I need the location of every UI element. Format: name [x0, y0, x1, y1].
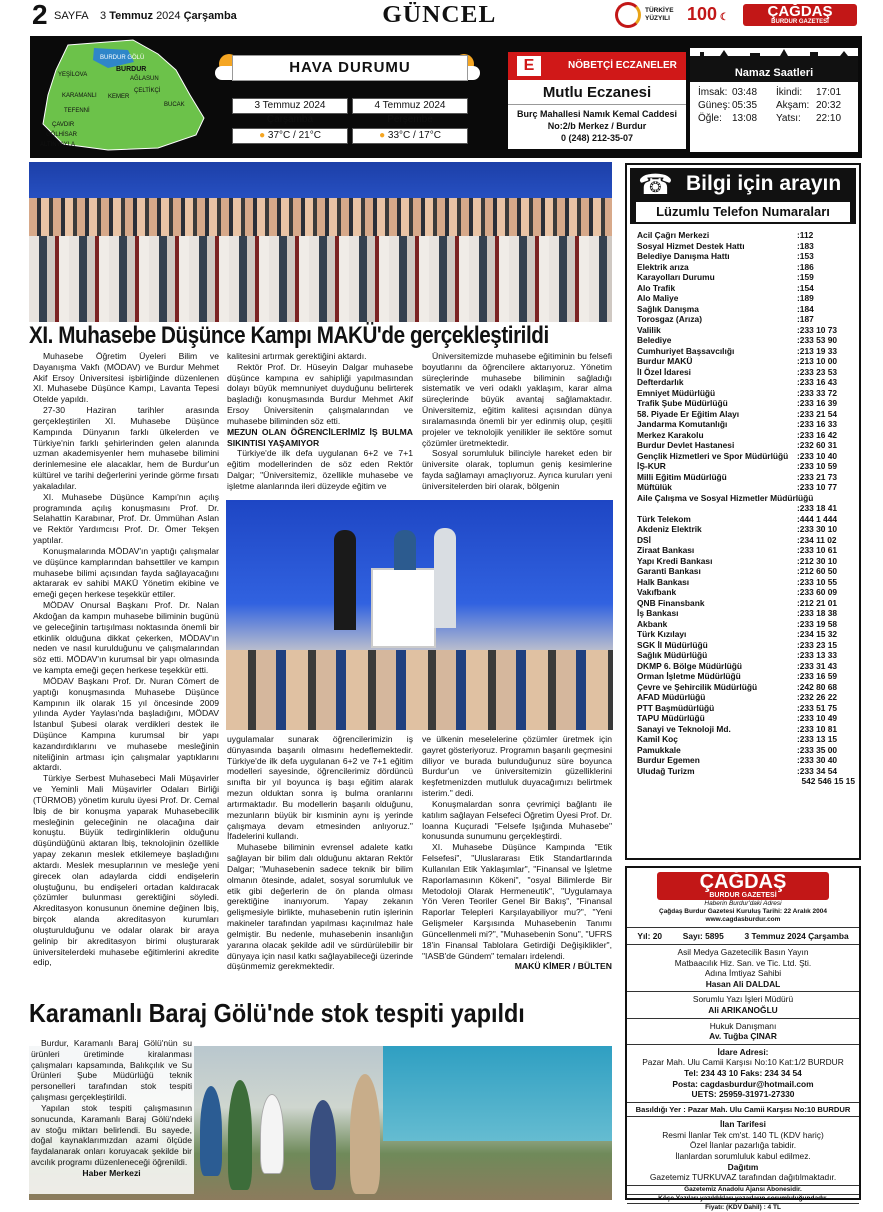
phone-row-name: Elektrik arıza: [637, 261, 689, 272]
phone-row-name: QNB Finansbank: [637, 597, 705, 608]
phone-row-number: :233 60 09: [797, 587, 838, 597]
page-number: 2: [32, 0, 48, 30]
weather-day-1: 3 Temmuz 2024 Çarşamba: [232, 98, 348, 114]
phone-row-name: Vakıfbank: [637, 587, 677, 597]
turkiye-yuzyili-text: TÜRKİYE YÜZYILI: [645, 7, 674, 22]
cagdas-logo: ÇAĞDAŞ BURDUR GAZETESİ: [743, 4, 857, 26]
people-group: [200, 1080, 400, 1200]
article-paragraph: Muhasebe Öğretim Üyeleri Bilim ve Dayanışma Vakfı (MÖDAV) ve Burdur Mehmet Akif Ersoy Üniversitesi işbirliğinde düzenlenen XI. Muhasebe Düşünce Kampı, Lavanta Tepesi Otelde yapıldı.: [33, 351, 219, 405]
phone-row-number: :212 21 01: [797, 597, 838, 608]
article2-byline: Haber Merkezi: [82, 1167, 141, 1178]
phone-row: [637, 713, 855, 724]
phone-row: [637, 440, 855, 451]
phone-row-number: :233 10 49: [797, 713, 838, 723]
phone-row: [637, 598, 855, 609]
phone-row-number: :233 53 90: [797, 335, 838, 345]
phone-row: [637, 230, 855, 241]
phone-row-number: :213 10 00: [797, 356, 838, 366]
article-paragraph: Üniversitemizde muhasebe eğitiminin bu felsefi boyutlarını da öğrencilere aktarıyoruz. Yönetim süreçlerinde muhasebe biliminin sağladığı sistematik ve veri odaklı yaklaşım, karar alma süreçlerinde büyük avantaj sağlamaktadır. Üniversitemiz, eğitim kalitesi açısından dünya sıralamasında önemli bir yer edinmiş olup, çeşitli projeler ve teknolojik yenilikler ile sektöre somut çözümler üretmektedir.: [422, 351, 612, 448]
phone-row-name: Garanti Bankası: [637, 566, 701, 576]
phone-row-name: Trafik Şube Müdürlüğü: [637, 398, 728, 408]
phone-row-number: :233 10 55: [797, 576, 838, 587]
imprint-publisher: Asil Medya Gazetecilik Basın Yayın Matbaacılık Hiz. San. ve Tic. Ltd. Şti. Adına İmtiyaz Sahibi Hasan Ali DALDAL: [627, 944, 859, 991]
phone-row-number: :233 18 41: [797, 503, 838, 513]
map-label: KARAMANLI: [62, 93, 97, 99]
phone-row-number: :233 23 15: [797, 639, 838, 650]
phone-row: [637, 640, 855, 651]
phone-row: [637, 367, 855, 378]
phone-row-name: Acil Çağrı Merkezi: [637, 230, 710, 240]
phone-row: [637, 451, 855, 462]
phone-row-number: :233 34 54: [797, 765, 838, 776]
phone-row-number: :212 30 10: [797, 555, 838, 566]
phone-row: [637, 430, 855, 441]
phone-row: [637, 587, 855, 598]
phone-row: [637, 335, 855, 346]
phone-row-name: Halk Bankası: [637, 576, 690, 587]
phone-row-number: :233 16 43: [797, 377, 838, 387]
article1-byline: MAKÜ KİMER / BÜLTEN: [514, 961, 612, 972]
phone-row: [637, 409, 855, 420]
phone-row: [637, 577, 855, 588]
imprint-legal: Hukuk Danışmanı Av. Tuğba ÇINAR: [627, 1018, 859, 1044]
phone-row-number: :233 23 53: [797, 366, 838, 377]
phone-row-number: :233 13 15: [797, 734, 838, 744]
article-paragraph: Burdur, Karamanlı Baraj Gölü'nün su ürünleri üretiminde kiralanması çalışmaları kapsamında, Balıkçılık ve Su Ürünleri Şube Müdürlüğü teknik personelleri tarafından stok tespiti çalışması gerçekleştirildi.: [31, 1038, 192, 1103]
phone-row-name: Milli Eğitim Müdürlüğü: [637, 471, 727, 482]
phone-row-name: Defterdarlık: [637, 377, 684, 387]
imprint-slogan: Haberin Burdur'daki Adresi: [704, 900, 782, 907]
phone-row-name: Akdeniz Elektrik: [637, 524, 702, 534]
article-paragraph: uygulamalar sunarak öğrencilerimizin iş dünyasında başarılı olmasını hedeflemektedir. Türkiye'de ilk defa uygulanan 6+2 ve 7+1 eğitim modelleri sayesinde, öğrencilerimiz dördüncü sınıfta bir yıl boyunca iş başı eğitim alarak mezun olduktan sonra iş bulma oranlarını artırmaktadır. Bu modellerin başarılı olduğunu, mezunların büyük bir kısminin aynı iş yerinde çalışmaya devam etmesinden anlıyoruz." İfadelerini kullandı.: [227, 734, 413, 842]
phone-row: [637, 314, 855, 325]
imprint-agency: Gazetemiz Anadolu Ajansı Abonesidir.: [627, 1185, 859, 1194]
article-paragraph: MÖDAV Başkanı Prof. Dr. Nuran Cömert de yaptığı konuşmasında Muhasebe Düşünce Kampının ilk olarak 15 yıl öncesinde 2009 yılında Ayder Yaylası'nda başladığını, MÖDAV İstanbul Şubesi olarak verdikleri destek ile Düşünce Kampına kurumsal bir yapı kazandırdıklarını ve muhasebe mesleğinin niteliğinin artması için çalışmalar yaptıklarını aktardı.: [33, 675, 219, 773]
article2-text: [29, 1034, 194, 1194]
article-paragraph: Türkiye Serbest Muhasebeci Mali Müşavirler ve Yeminli Mali Müşavirler Odaları Birliği (TÜRMOB) yönetim kurulu üyesi Prof. Dr. Cemal İbiş de bir konuşma yaparak Muhasebecilik mesleğinin geleceğinin ne olacağına dair konuştu. Büyük tedirginliklerin olduğunu düşündüğünü aktaran İbiş, teknolojinin özellikle yapay zekanın meslek etkilemeye başladığını aktardı. Meslek mesuplarının ve mesleğe yeni girecek olan adaylarda ciddi endişelerin oluştuğunu, bu endişeleri ortadan kaldıracak çözümler bulunması gerektiğini söyledi. Akreditasyon konusunun önemine değinen İbiş, birçok alanda akreditasyon kurumları oluşturulduğunu ve odalar olarak bir araya gelinip bir akreditasyon birimi oluşturarak üniversitelerdeki muhasebe eğitimlerini akredite edip,: [33, 773, 219, 968]
phone-row-number: :444 1 444: [797, 513, 838, 524]
sun-icon: ●: [259, 130, 266, 141]
phone-row-number: :233 10 73: [797, 324, 838, 335]
phone-row: [637, 503, 855, 514]
phone-row: [637, 556, 855, 567]
article2-headline: Karamanlı Baraj Gölü'nde stok tespiti yapıldı: [29, 998, 525, 1028]
phone-row-name: Burdur Egemen: [637, 755, 700, 765]
phone-row-name: Sağlık Danışma: [637, 303, 699, 314]
phone-row-name: Merkez Karakolu: [637, 429, 704, 440]
phone-row: [637, 535, 855, 546]
phone-title: Bilgi için arayın: [686, 172, 842, 195]
phone-row: [637, 472, 855, 483]
header-date: 3 Temmuz 2024 Çarşamba: [100, 10, 237, 22]
phone-row-name: Müftülük: [637, 482, 672, 492]
map-label: ÇAVDIR: [52, 122, 75, 128]
phone-row: [637, 545, 855, 556]
map-label: KEMER: [108, 94, 130, 100]
phone-row: [637, 745, 855, 756]
phone-row: [637, 608, 855, 619]
section-title: GÜNCEL: [382, 2, 497, 28]
phone-row-number: :233 16 39: [797, 398, 838, 408]
map-label: ALTINYAYLA: [40, 142, 76, 148]
phone-row-name: Cumhuriyet Başsavcılığı: [637, 345, 735, 356]
phone-row: [637, 241, 855, 252]
phone-row-name: SGK İl Müdürlüğü: [637, 639, 708, 650]
phone-row: [637, 461, 855, 472]
turkiye-yuzyili-logo: [615, 2, 641, 28]
phone-row-name: PTT Başmüdürlüğü: [637, 702, 715, 713]
phone-row: [637, 724, 855, 735]
prayer-row: Güneş: 05:35 Akşam: 20:32: [698, 100, 842, 111]
phone-row-number: :233 35 00: [797, 744, 838, 755]
map-label: BURDUR GÖLÜ: [100, 55, 145, 61]
phone-row-name: Gençlik Hizmetleri ve Spor Müdürlüğü: [637, 450, 789, 461]
phone-row-number: :187: [797, 314, 814, 324]
prayer-row: Öğle: 13:08 Yatsı: 22:10: [698, 113, 842, 124]
phone-row: [637, 293, 855, 304]
article-paragraph: MÖDAV Onursal Başkanı Prof. Dr. Nalan Akdoğan da kampın muhasebe biliminin bugünü ve geleceğinin tartışılması noktasında önemli bir etkinlik olduğuna dikkat çekerken, MÖDAV'ın neden ve nasıl kurulduğunu ve çalışmalarından söz etti. MÖDAV'ın kurumsal bir yapı olmasında ve kampta emeği geçen herkese teşekkür etti.: [33, 600, 219, 676]
phone-row: [637, 650, 855, 661]
phone-row-number: :233 13 33: [797, 650, 838, 660]
phone-row: [637, 629, 855, 640]
article-paragraph: Konuşmalardan sonra çevrimiçi bağlantı ile katılım sağlayan Felsefeci Öğretim Üyesi Prof. Dr. Ioanna Kuçuradi "Felsefe Işığında Muhasebe" konusunda sunumunu gerçekleştirdi.: [422, 798, 612, 842]
group-photo: [29, 162, 612, 322]
phone-row: [637, 514, 855, 525]
phone-subtitle: Lüzumlu Telefon Numaraları: [636, 202, 850, 222]
phone-row: [637, 398, 855, 409]
phone-row: [637, 325, 855, 336]
phone-row: [637, 692, 855, 703]
phone-row-number: :234 15 32: [797, 629, 838, 639]
phone-row-number: :183: [797, 240, 814, 251]
prayer-row: İmsak: 03:48 İkindi: 17:01: [698, 87, 842, 98]
phone-row-name: İl Özel İdaresi: [637, 366, 691, 377]
phone-row-name: İŞ-KUR: [637, 461, 666, 471]
phone-row-name: Türk Kızılayı: [637, 629, 687, 639]
article-paragraph: XI. Muhasebe Düşünce Kampı'nın açılış programında açılış konuşmasını Prof. Dr. Selahattin Karabınar, Prof. Dr. Ümmühan Aslan ve Rektör Yardımcısı Prof. Dr. Ömer Tekşen yaptılar.: [33, 491, 219, 546]
phone-row-number: :233 10 59: [797, 461, 838, 471]
phone-row-name: İş Bankası: [637, 608, 679, 618]
phone-row-number: 542 546 15 15: [801, 776, 855, 786]
phone-row: [637, 703, 855, 714]
phone-row: [637, 377, 855, 388]
article1-col2-bottom: [227, 734, 413, 972]
map-label: ÇELTİKÇİ: [134, 88, 161, 94]
phone-row-name: Valilik: [637, 324, 661, 335]
phone-row-name: Sağlık Müdürlüğü: [637, 650, 708, 660]
imprint-printed: Basıldığı Yer : Pazar Mah. Ulu Camii Karşısı No:10 BURDUR: [627, 1102, 859, 1117]
imprint-editor: Sorumlu Yazı İşleri Müdürü Ali ARIKANOĞLU: [627, 991, 859, 1017]
article-paragraph: Sosyal sorumluluk bilinciyle hareket eden bir üniversite olarak, toplumun geniş kesimlerine fayda sağlamayı amaçlıyoruz. Ayrıca kuruları yeni üniversitelerden biri olarak, bölgenin: [422, 448, 612, 491]
phone-row-name: Orman İşletme Müdürlüğü: [637, 671, 741, 681]
phone-row-number: :233 33 72: [797, 387, 838, 398]
phone-row-number: :233 30 10: [797, 524, 838, 534]
phone-row-number: :159: [797, 272, 814, 282]
phone-row-number: :233 10 61: [797, 545, 838, 555]
phone-row-name: Belediye Danışma Hattı: [637, 251, 730, 261]
map-label: YEŞİLOVA: [58, 72, 88, 78]
imprint-contact: İdare Adresi: Pazar Mah. Ulu Camii Karşısı No:10 Kat:1/2 BURDUR Tel: 234 43 10 Faks: 234 34 54 Posta: cagdasburdur@hotmail.com UETS: 25959-31971-27330: [627, 1044, 859, 1102]
phone-row-number: [813, 493, 855, 504]
pharmacy-address: Burç Mahallesi Namık Kemal Caddesi No:2/b Merkez / Burdur 0 (248) 212-35-07: [516, 109, 678, 143]
phone-row-number: :233 30 40: [797, 755, 838, 765]
phone-row-name: TAPU Müdürlüğü: [637, 713, 705, 723]
article-paragraph: Konuşmalarında MÖDAV'ın yaptığı çalışmalar ve düşünce kamplarından bahsettiler ve kampın muhasebe bilimi açısından fayda sağlayacağını aktararak ev sahibi MAKÜ Yönetim ekibine ve emeği geçen herkese teşekkür ettiler.: [33, 545, 219, 600]
imprint-website: www.cagdasburdur.com: [705, 916, 781, 924]
phone-row-name: Sanayi ve Teknoloji Md.: [637, 723, 731, 734]
phone-row-name: Kamil Koç: [637, 734, 678, 744]
imprint-founded: Çağdaş Burdur Gazetesi Kuruluş Tarihi: 22 Aralık 2004: [659, 908, 827, 916]
phone-row-name: DKMP 6. Bölge Müdürlüğü: [637, 660, 742, 671]
phone-row-name: Burdur Devlet Hastanesi: [637, 440, 735, 450]
article-paragraph: ve ülkenin meselelerine çözümler üretmek için gayret gösteriyoruz. Programın başarılı geçmesini diliyor ve burada bulunduğunuz süre boyunca Burdur'un ve üniversitemizin güzelliklerini keşfetmenizden mutluluk duyacağımızı belirtmek isterim." dedi.: [422, 734, 612, 799]
podium-photo: [226, 500, 613, 730]
phone-row: [637, 776, 855, 787]
lake-water: [383, 1046, 612, 1141]
phone-row-name: Torosgaz (Arıza): [637, 314, 702, 324]
phone-row-name: Yapı Kredi Bankası: [637, 555, 713, 566]
phone-row-number: :234 11 02: [797, 534, 837, 545]
imprint-price: Fiyatı: (KDV Dahil) : 4 TL: [627, 1203, 859, 1212]
phone-row-number: :233 10 81: [797, 723, 838, 734]
phone-row-number: :232 26 22: [797, 692, 838, 702]
phone-row: [637, 734, 855, 745]
phone-row: [637, 346, 855, 357]
phone-row-number: :233 19 58: [797, 618, 838, 629]
map-label: BUCAK: [164, 102, 185, 108]
imprint-disclaimer: Köşe Yazıları yazıldıkları yazarların sorumluluğundadır.: [627, 1194, 859, 1203]
phone-row: [637, 619, 855, 630]
phone-row-name: Ziraat Bankası: [637, 545, 695, 555]
phone-row-number: :233 51 75: [797, 702, 838, 713]
phone-row: [637, 419, 855, 430]
phone-row-number: :233 21 73: [797, 471, 838, 482]
article-paragraph: Türkiye'de ilk defa uygulanan 6+2 ve 7+1 eğitim modellerinden de söz eden Rektör Dalgar; "Üniversitemiz, özellikle muhasebe ve işletme alanlarında ileri düzeyde eğitim ve: [227, 448, 413, 491]
phone-row-number: :189: [797, 293, 814, 303]
phone-row-number: :153: [797, 251, 814, 261]
pharmacy-label: NÖBETÇİ ECZANELER: [508, 52, 686, 80]
phone-row-name: Akbank: [637, 618, 668, 629]
phone-row: [637, 251, 855, 262]
phone-row: [637, 262, 855, 273]
phone-row-number: :112: [797, 230, 814, 240]
phone-row-name: Alo Maliye: [637, 293, 679, 303]
article-paragraph: XI. Muhasebe Düşünce Kampında "Etik Felsefesi", "Uluslararası Etik Standartlarında Kullanılan Etik Yaklaşımlar", "Finansal ve İşletme Raporlamasının Kökeni", "osyal Bilimlerde Bir Metodoloji Olarak Hermeneutik", "Uygulamaya Yön Veren Teoriler Genel Bir Bakış", "Finansal Raporlar Telepleri Karşılayabiliyor mu?", "Yeni Gelişmeler Karşısında Muhasebenin Tanımı Güncellenmeli mi?", "Muhasebenin Sonu", "UFRS 18'in Finansal Tablolara Getirdiği Değişiklikler", "IASB'de Gündem" temaları irdelendi.: [422, 842, 612, 961]
phone-row: [637, 671, 855, 682]
phone-row: [637, 755, 855, 766]
phone-row-number: :154: [797, 282, 814, 293]
sun-icon: ●: [379, 130, 386, 141]
phone-row: [637, 283, 855, 294]
centenary-logo: 100 ☾: [687, 4, 729, 24]
phone-row: [637, 388, 855, 399]
phone-row-name: Çevre ve Şehircilik Müdürlüğü: [637, 681, 758, 692]
phone-row-number: :233 16 42: [797, 429, 838, 440]
phone-row-number: :233 21 54: [797, 408, 838, 419]
phone-row-number: :242 80 68: [797, 681, 838, 692]
phone-row-number: :184: [797, 303, 814, 314]
phone-row-name: 58. Piyade Er Eğitim Alayı: [637, 408, 740, 419]
phone-row-name: AFAD Müdürlüğü: [637, 692, 706, 702]
phone-row: [637, 566, 855, 577]
article1-col3-bottom: [422, 734, 612, 972]
article1-headline: XI. Muhasebe Düşünce Kampı MAKÜ'de gerçekleştirildi: [29, 322, 549, 349]
weather-title: HAVA DURUMU: [232, 55, 468, 81]
phone-row-name: [637, 503, 797, 514]
phone-row-name: Karayolları Durumu: [637, 272, 715, 282]
phone-row: [637, 766, 855, 777]
phone-row-number: :233 10 77: [797, 482, 838, 492]
phone-row-name: Belediye: [637, 335, 672, 345]
pharmacy-e-icon: E: [517, 56, 541, 76]
article-paragraph: kalitesini artırmak gerektiğini aktardı.: [227, 351, 367, 361]
article-paragraph: Yapılan stok tespiti çalışmasının sonucunda, Karamanlı Baraj Gölü'ndeki av stoğu miktarı belirlendi. Bu sayede, doğal kaynaklarımızdan azami ölçüde faydalanarak onları koruyacak şekilde bir avcılık programı düzenleneceği öğrenildi.: [31, 1102, 192, 1168]
weather-day-2: 4 Temmuz 2024 Perşembe: [352, 98, 468, 114]
phone-row-name: Alo Trafik: [637, 282, 676, 293]
article-paragraph: Muhasebe biliminin evrensel adalete katkı sağlayan bir bilim dalı olduğunu aktaran Rektör Dalgar; "Muhasebenin sadece teknik bir bilim olmanın ötesinde, adalet, sosyal sorumluluk ve etik gibi değerlerin de ön planda olması gerektiğine inanıyorum. Yapay zekanın gelişmesiyle birlikte, muhasebenin rutin işlerinin makineler tarafından yapılması kaçınılmaz hale gelmiştir. Bu nedenle, muhasebenin insanlığın yararına olacak şekilde adil ve sürdürülebilir bir dünyaya için nasıl katkı sağlayabileceği üzerinde düşünmemiz gerekmektedir.: [227, 842, 413, 972]
prayer-times-table: [698, 86, 854, 125]
phone-list: [637, 230, 855, 787]
telephone-icon: ☎: [638, 169, 673, 200]
phone-row-name: Türk Telekom: [637, 513, 691, 524]
article1-col3-top: [422, 351, 612, 492]
map-label: TEFENNİ: [64, 108, 90, 114]
imprint-box: [625, 866, 861, 1212]
phone-row-number: :233 16 59: [797, 671, 838, 681]
phone-row-number: :233 31 43: [797, 660, 838, 671]
phone-row-number: :233 18 38: [797, 608, 838, 618]
phone-row-name: Burdur MAKÜ: [637, 356, 693, 366]
burdur-map: [38, 40, 206, 152]
phone-row: [637, 661, 855, 672]
article-paragraph: Rektör Prof. Dr. Hüseyin Dalgar muhasebe düşünce kampına ev sahipliği yapılmasından dolayı büyük memnuniyet duyduğunu belirterek başladığı konuşmasında Burdur Mehmet Akif Ersoy Üniversitenin çalışmalarından ve muhasebe biliminden söz etti.: [227, 361, 413, 426]
phone-row-name: Aile Çalışma ve Sosyal Hizmetler Müdürlüğü: [637, 492, 814, 503]
imprint-logo: ÇAĞDAŞ BURDUR GAZETESİ: [657, 872, 829, 900]
header-logos: [615, 2, 857, 28]
phone-row: [637, 272, 855, 283]
map-label: BURDUR: [116, 66, 147, 73]
phone-row-name: Pamukkale: [637, 744, 681, 755]
phone-row-number: :232 60 31: [797, 440, 838, 450]
page-word: SAYFA: [54, 10, 89, 22]
article-paragraph: 27-30 Haziran tarihler arasında gerçekleştirilen XI. Muhasebe Düşünce Kampında Dünyanın farklı ülkelerden ve Türkiye'nin farklı şehirlerinden gelen alanında uzman akademisyenler hem muhasebe bilimini derinlemesine ele alacaklar, hem de Burdur'un kültürel ve tarihi değerlerini yerinde görme fırsatı yakaladılar.: [33, 405, 219, 491]
phone-row-name: DSİ: [637, 534, 651, 545]
phone-row-number: :233 16 33: [797, 419, 838, 429]
phone-row-name: Jandarma Komutanlığı: [637, 419, 728, 429]
phone-row-number: :212 60 50: [797, 566, 838, 576]
phone-row: [637, 682, 855, 693]
map-label: AĞLASUN: [130, 76, 159, 82]
weather-temp-2: ● 33°C / 17°C: [352, 128, 468, 144]
phone-row: [637, 524, 855, 535]
phone-row: [637, 493, 855, 504]
article1-col2-top: [227, 351, 413, 492]
weather-temp-1: ● 37°C / 21°C: [232, 128, 348, 144]
phone-row-number: :186: [797, 261, 814, 272]
imprint-issue-row: Yıl: 20 Sayı: 5895 3 Temmuz 2024 Çarşamba: [627, 927, 859, 945]
pharmacy-name: Mutlu Eczanesi: [508, 84, 686, 105]
map-label: GÖLHİSAR: [46, 132, 78, 138]
phone-row: [637, 356, 855, 367]
article1-col1: [33, 351, 219, 968]
phone-row-number: :213 19 33: [797, 345, 838, 356]
phone-row-number: :233 10 40: [797, 450, 838, 461]
phone-row: [637, 304, 855, 315]
phone-row: [637, 482, 855, 493]
phone-row-name: Emniyet Müdürlüğü: [637, 387, 716, 398]
imprint-tariff: İlan Tarifesi Resmi İlanlar Tek cm'st. 140 TL (KDV hariç) Özel İlanlar pazarlığa tabidir. İlanlardan sorumluluk kabul edilmez. Dağıtım Gazetemiz TURKUVAZ tarafından dağıtılmaktadır.: [627, 1116, 859, 1184]
prayer-times-title: Namaz Saatleri: [690, 60, 858, 82]
phone-row-name: Sosyal Hizmet Destek Hattı: [637, 240, 745, 251]
article-subhead: MEZUN OLAN ÖĞRENCİLERİMİZ İŞ BULMA SIKINTISI YAŞAMIYOR: [227, 426, 413, 448]
phone-row-name: Uludağ Turizm: [637, 765, 695, 776]
